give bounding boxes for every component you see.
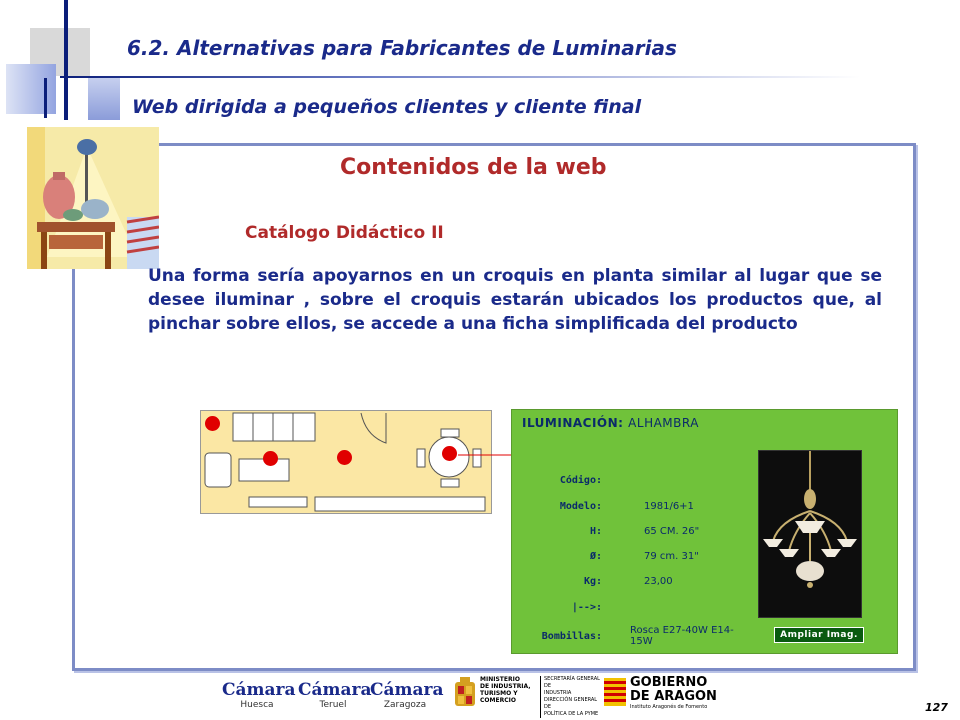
enlarge-image-button[interactable]: Ampliar Imag. <box>774 627 864 643</box>
logo-city: Teruel <box>319 700 347 710</box>
logo-name: Cámara <box>222 680 296 700</box>
lamp-marker[interactable] <box>442 446 457 461</box>
ministry-line: TURISMO Y <box>480 690 518 697</box>
field-label: |-->: <box>571 602 602 613</box>
ministry-label <box>480 676 536 704</box>
field-value: 79 cm. 31" <box>644 551 699 562</box>
field-label: Código: <box>559 475 602 486</box>
gobierno-subtitle: Instituto Aragonés de Fomento <box>630 704 708 710</box>
header-underline <box>60 76 860 78</box>
ministry-line: COMERCIO <box>480 697 516 704</box>
field-label: Bombillas: <box>541 631 602 642</box>
lamp-marker[interactable] <box>337 450 352 465</box>
header-decoration-square <box>6 64 56 114</box>
secretaria-line: SECRETARÍA GENERAL DE <box>544 676 600 689</box>
product-panel-heading <box>522 416 699 430</box>
field-label: H: <box>589 526 602 537</box>
camara-teruel-logo <box>298 680 372 710</box>
product-category-label: ILUMINACIÓN: <box>522 416 624 430</box>
logo-name: Cámara <box>298 680 372 700</box>
ministry-line: MINISTERIO <box>480 676 520 683</box>
field-label: Ø: <box>589 551 602 562</box>
lamp-marker[interactable] <box>263 451 278 466</box>
header-decoration-line <box>44 78 47 118</box>
aragon-flag-icon <box>604 678 626 706</box>
secretaria-label <box>540 676 600 718</box>
field-value: 23,00 <box>644 576 673 587</box>
field-value: 1981/6+1 <box>644 501 694 512</box>
ministry-line: DE INDUSTRIA, <box>480 683 531 690</box>
header-decoration-square <box>88 76 120 120</box>
chandelier-icon <box>759 451 861 617</box>
description-paragraph: Una forma sería apoyarnos en un croquis en planta similar al lugar que se desee iluminar , sobre el croquis estarán ubicados los productos que, al pinchar sobre ellos, se accede a una ficha simplificada del producto <box>148 266 882 334</box>
gobierno-line: DE ARAGON <box>630 689 717 704</box>
header-decoration-line <box>64 0 68 120</box>
spain-coat-of-arms-icon <box>452 676 478 710</box>
product-name: ALHAMBRA <box>628 416 699 430</box>
field-value: 65 CM. 26" <box>644 526 700 537</box>
logo-name: Cámara <box>370 680 444 700</box>
logo-city: Zaragoza <box>383 700 427 710</box>
field-value: Rosca E27-40W E14-15W <box>630 625 734 647</box>
secretaria-line: POLÍTICA DE LA PYME <box>544 711 599 717</box>
logo-city: Huesca <box>240 700 274 710</box>
product-photo <box>758 450 862 618</box>
lamp-table-clipart <box>27 127 159 269</box>
field-label: Modelo: <box>559 501 602 512</box>
gobierno-aragon-logo <box>630 676 720 710</box>
camara-huesca-logo <box>222 680 296 710</box>
catalog-title: Catálogo Didáctico II <box>245 223 444 243</box>
product-detail-panel <box>511 409 898 654</box>
secretaria-line: INDUSTRIA <box>544 690 572 696</box>
gobierno-line: GOBIERNO <box>630 675 708 690</box>
slide-title: 6.2. Alternativas para Fabricantes de Luminarias <box>127 36 677 60</box>
field-label: Kg: <box>583 576 602 587</box>
page-number: 127 <box>925 701 948 714</box>
content-title: Contenidos de la web <box>340 155 607 180</box>
lamp-marker[interactable] <box>205 416 220 431</box>
slide-subtitle: Web dirigida a pequeños clientes y cliente final <box>132 96 642 118</box>
secretaria-line: DIRECCIÓN GENERAL DE <box>544 697 598 710</box>
camara-zaragoza-logo <box>370 680 444 710</box>
